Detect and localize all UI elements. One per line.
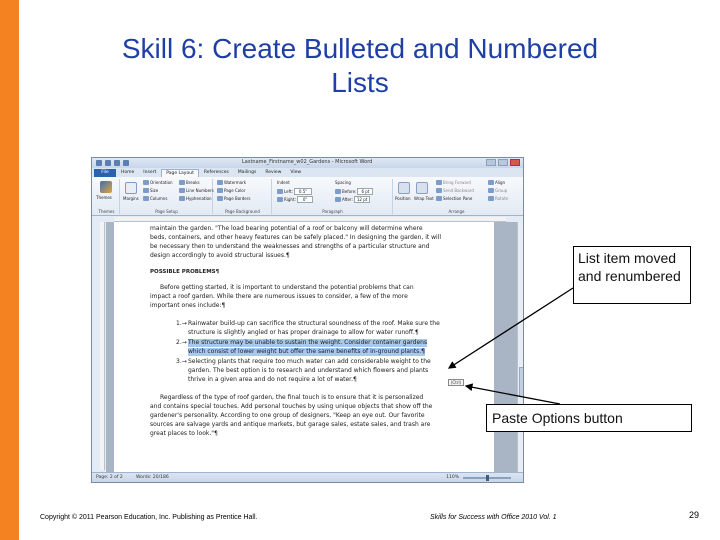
- slide-title-line2: Lists: [331, 67, 389, 98]
- doc-p2-line2: impact a roof garden. While there are numerous issues to consider, a few of the more: [150, 293, 408, 300]
- group-label-arrange: Arrange: [448, 209, 465, 214]
- tab-mailings[interactable]: Mailings: [237, 170, 257, 175]
- list-item-2-line1-selected[interactable]: The structure may be unable to sustain the weight. Consider container gardens: [188, 339, 428, 346]
- indent-right-row: Right: 0": [277, 196, 313, 203]
- ribbon-group-page-setup: [121, 179, 213, 214]
- indent-left-icon: [277, 189, 283, 194]
- themes-icon[interactable]: [100, 181, 112, 193]
- page-color-button[interactable]: Page Color: [217, 188, 245, 193]
- group-button[interactable]: Group: [488, 188, 507, 193]
- watermark-button[interactable]: Watermark: [217, 180, 246, 185]
- list-item-2-line2-selected[interactable]: which consist of lower weight but offer the same benefits of in-ground plants.¶: [188, 348, 425, 355]
- group-label-themes: Themes: [98, 209, 115, 214]
- spacing-after-row: After: 12 pt: [335, 196, 370, 203]
- ribbon-group-themes: [94, 179, 120, 214]
- doc-p3-line3: gardener's personality. According to one group of designers, "Keep an eye out. Our favorite: [150, 412, 425, 419]
- window-controls: [486, 159, 520, 166]
- selection-pane-button[interactable]: Selection Pane: [436, 196, 472, 201]
- vertical-scrollbar[interactable]: [517, 222, 524, 472]
- list-number-2: 2.→: [176, 339, 187, 346]
- spacing-after-input[interactable]: 12 pt: [354, 196, 370, 203]
- breaks-button[interactable]: Breaks: [179, 180, 200, 185]
- footer-copyright: Copyright © 2011 Pearson Education, Inc. Publishing as Prentice Hall.: [40, 514, 258, 521]
- doc-p2-line3: important ones include:¶: [150, 302, 226, 309]
- status-words[interactable]: Words: 20/186: [136, 475, 169, 480]
- rotate-button[interactable]: Rotate: [488, 196, 508, 201]
- ribbon-group-paragraph: [273, 179, 393, 214]
- indent-right-icon: [277, 197, 283, 202]
- quick-access-toolbar: [96, 160, 129, 166]
- group-icon: [488, 188, 494, 193]
- spacing-before-row: Before: 6 pt: [335, 188, 373, 195]
- page-color-icon: [217, 188, 223, 193]
- close-button[interactable]: [510, 159, 520, 166]
- size-button[interactable]: Size: [143, 188, 158, 193]
- redo-icon[interactable]: [123, 160, 129, 166]
- slide-page-number: 29: [689, 510, 720, 540]
- page-borders-button[interactable]: Page Borders: [217, 196, 250, 201]
- doc-heading: POSSIBLE PROBLEMS¶: [150, 269, 220, 275]
- hyphenation-icon: [179, 196, 185, 201]
- tab-page-layout[interactable]: Page Layout: [161, 169, 199, 177]
- rotate-icon: [488, 196, 494, 201]
- status-zoom-level[interactable]: 110%: [446, 475, 459, 480]
- ribbon-tabs: [92, 168, 523, 177]
- list-item-3-line3: thrive in a given area and do not require a lot of water.¶: [188, 376, 357, 383]
- spacing-before-icon: [335, 189, 341, 194]
- breaks-icon: [179, 180, 185, 185]
- indent-left-input[interactable]: 0.5": [294, 188, 312, 195]
- send-backward-button[interactable]: Send Backward: [436, 188, 474, 193]
- group-label-page-setup: Page Setup: [155, 209, 178, 214]
- scrollbar-thumb[interactable]: [519, 367, 524, 397]
- align-icon: [488, 180, 494, 185]
- tab-file[interactable]: File: [94, 169, 116, 177]
- slide-title-line1: Skill 6: Create Bulleted and Numbered: [121, 33, 599, 64]
- position-icon[interactable]: [398, 182, 410, 194]
- undo-icon[interactable]: [114, 160, 120, 166]
- tab-insert[interactable]: Insert: [143, 170, 157, 175]
- document-area: [106, 222, 517, 472]
- footer-series: Skills for Success with Office 2010 Vol. 1: [430, 514, 557, 521]
- indent-left-row: Left: 0.5": [277, 188, 312, 195]
- selection-pane-icon: [436, 196, 442, 201]
- page-borders-icon: [217, 196, 223, 201]
- word-titlebar: [92, 158, 523, 168]
- word-logo-icon: [96, 160, 102, 166]
- slide-accent-bar: [0, 0, 19, 540]
- paste-options-icon[interactable]: (Ctrl): [448, 379, 464, 386]
- watermark-icon: [217, 180, 223, 185]
- vertical-ruler[interactable]: [100, 222, 105, 470]
- margins-icon[interactable]: [125, 182, 137, 194]
- list-item-1-line2: structure is slightly angled or has proper drainage to allow for water runoff.¶: [188, 329, 419, 336]
- list-item-1-line1: Rainwater build-up can sacrifice the structural soundness of the roof. Make sure the: [188, 320, 440, 327]
- spacing-label: Spacing: [335, 180, 351, 185]
- doc-p1-line4: design accordingly to avoid structural issues.¶: [150, 252, 290, 259]
- doc-p2-line1: Before getting started, it is important to understand the potential problems that can: [160, 284, 414, 291]
- list-item-3-line1: Selecting plants that require too much water can add considerable weight to the: [188, 358, 431, 365]
- tab-view[interactable]: View: [290, 170, 302, 175]
- doc-p3-line2: and contains special touches. Add personal touches by using unique objects that show off the: [150, 403, 433, 410]
- orientation-button[interactable]: Orientation: [143, 180, 173, 185]
- word-window: [91, 157, 524, 483]
- doc-p1-line3: be necessary then to understand the weaknesses and strengths of a particular structure and: [150, 243, 430, 250]
- tab-review[interactable]: Review: [265, 170, 282, 175]
- indent-label: Indent: [277, 180, 290, 185]
- status-page[interactable]: Page: 2 of 2: [96, 475, 123, 480]
- columns-button[interactable]: Columns: [143, 196, 167, 201]
- spacing-before-input[interactable]: 6 pt: [357, 188, 373, 195]
- bring-forward-icon: [436, 180, 442, 185]
- margins-button[interactable]: Margins: [123, 196, 139, 201]
- zoom-slider-knob[interactable]: [486, 475, 489, 481]
- orientation-icon: [143, 180, 149, 185]
- ribbon: [92, 177, 523, 216]
- wrap-text-icon[interactable]: [416, 182, 428, 194]
- status-bar: [92, 472, 523, 483]
- group-label-page-background: Page Background: [225, 209, 260, 214]
- tab-home[interactable]: Home: [121, 170, 135, 175]
- list-item-3-line2: garden. The best option is to research and understand which flowers and plants: [188, 367, 429, 374]
- ribbon-group-page-background: [214, 179, 272, 214]
- ribbon-group-arrange: [394, 179, 519, 214]
- spacing-after-icon: [335, 197, 341, 202]
- list-number-3: 3.→: [176, 358, 187, 365]
- line-numbers-icon: [179, 188, 185, 193]
- doc-p3-line1: Regardless of the type of roof garden, the final touch is to ensure that it is personalized: [160, 394, 424, 401]
- minimize-button[interactable]: [486, 159, 496, 166]
- save-icon[interactable]: [105, 160, 111, 166]
- columns-icon: [143, 196, 149, 201]
- bring-forward-button[interactable]: Bring Forward: [436, 180, 471, 185]
- maximize-button[interactable]: [498, 159, 508, 166]
- callout-list-item-moved: List item moved and renumbered: [573, 246, 691, 304]
- position-button[interactable]: Position: [395, 196, 411, 201]
- list-number-1: 1.→: [176, 320, 187, 327]
- size-icon: [143, 188, 149, 193]
- indent-right-input[interactable]: 0": [297, 196, 313, 203]
- align-button[interactable]: Align: [488, 180, 505, 185]
- doc-p3-line5: great places to look."¶: [150, 430, 218, 437]
- window-title: Lastname_Firstname_w02_Gardens - Microsoft Word: [242, 159, 373, 165]
- tab-references[interactable]: References: [203, 170, 229, 175]
- slide-title: [40, 32, 680, 100]
- line-numbers-button[interactable]: Line Numbers: [179, 188, 214, 193]
- wrap-text-button[interactable]: Wrap Text: [414, 196, 434, 201]
- hyphenation-button[interactable]: Hyphenation: [179, 196, 212, 201]
- group-label-paragraph: Paragraph: [322, 209, 343, 214]
- doc-p1-line2: beds, containers, and other heavy features can be safely placed." In designing the garden, it will: [150, 234, 442, 241]
- doc-p3-line4: sources are salvage yards and antique markets, but garage sales, estate sales, and trash are: [150, 421, 431, 428]
- send-backward-icon: [436, 188, 442, 193]
- document-page[interactable]: [114, 222, 494, 472]
- callout-paste-options: Paste Options button: [486, 404, 692, 432]
- themes-button[interactable]: Themes: [96, 195, 112, 200]
- doc-p1-line1: maintain the garden. "The load bearing potential of a roof or balcony will determine where: [150, 225, 423, 232]
